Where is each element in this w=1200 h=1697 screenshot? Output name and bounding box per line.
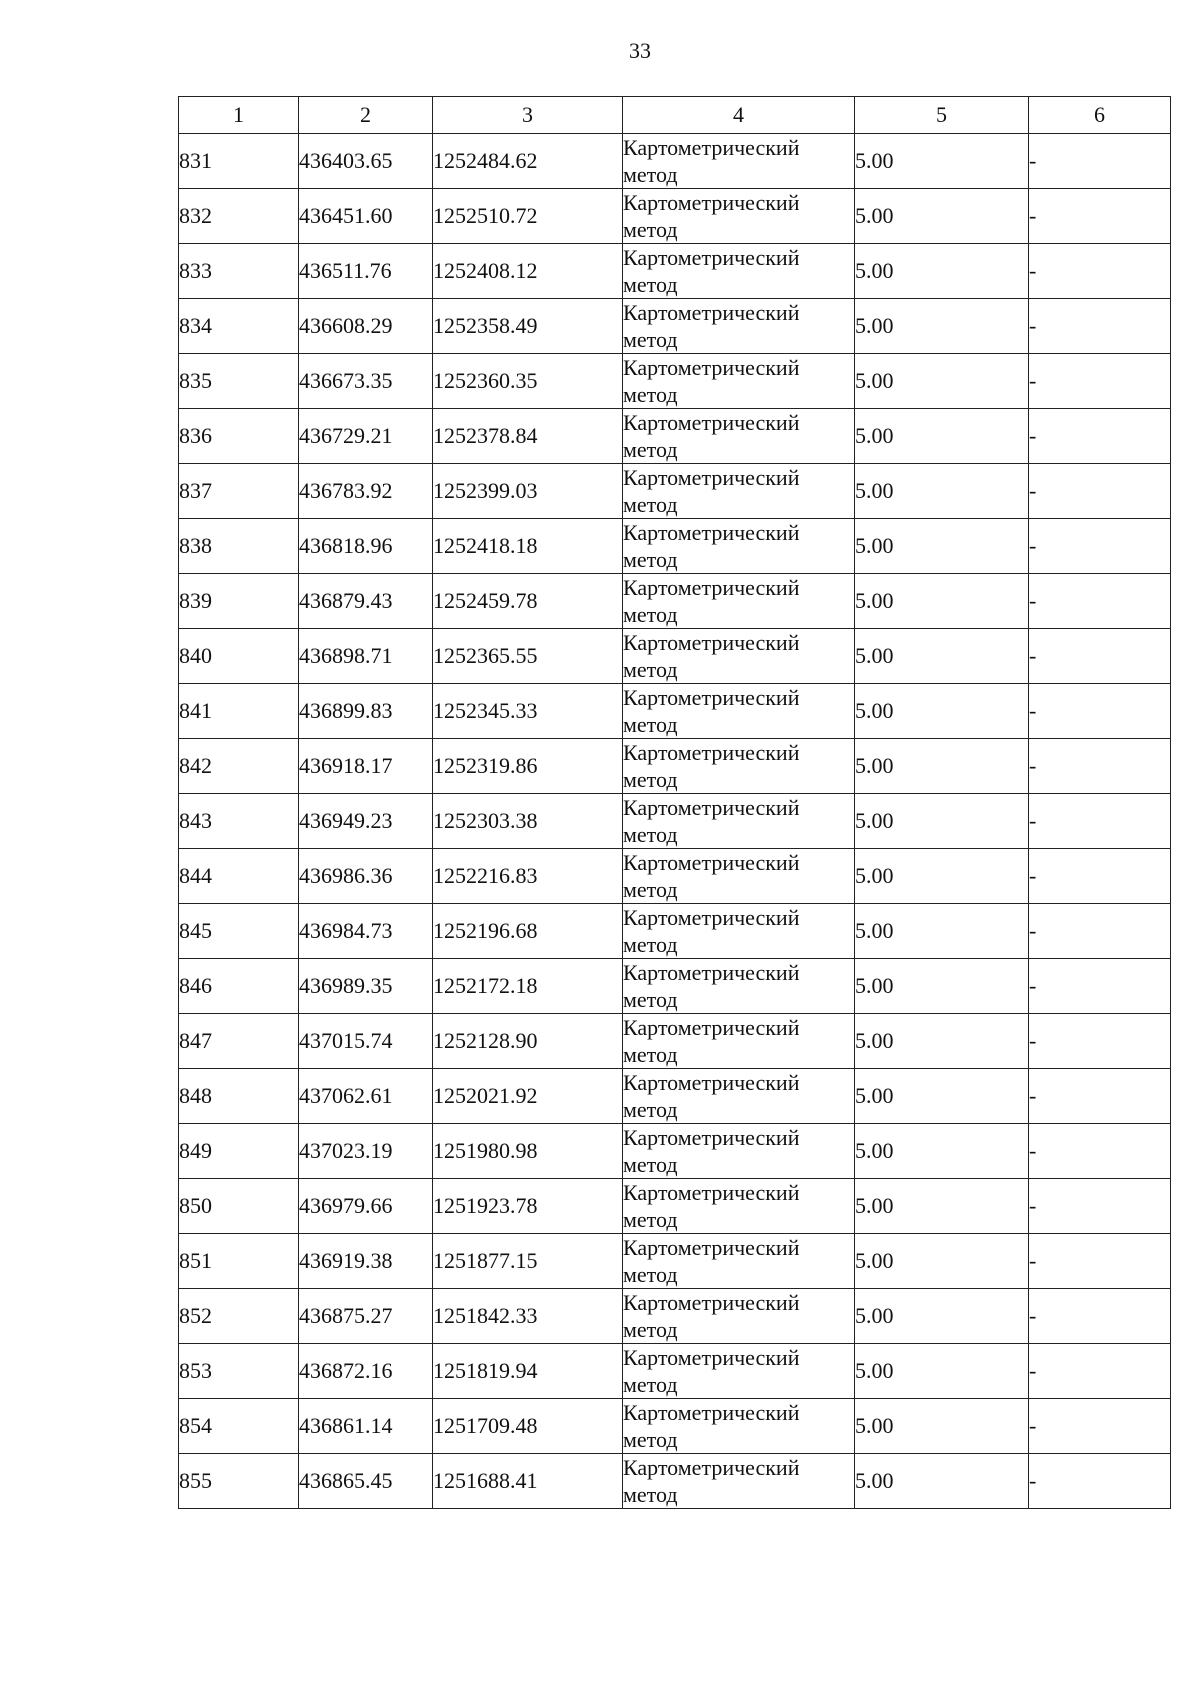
table-row — [179, 519, 1171, 574]
x-coordinate-cell: 436403.65 — [299, 134, 433, 189]
note-cell: - — [1029, 849, 1171, 904]
method-line-1: Картометрический — [623, 410, 800, 435]
x-coordinate-cell: 436729.21 — [299, 409, 433, 464]
method-line-2: метод — [623, 1372, 678, 1397]
note-cell: - — [1029, 244, 1171, 299]
table-row — [179, 134, 1171, 189]
table-row — [179, 244, 1171, 299]
y-coordinate-cell: 1251709.48 — [433, 1399, 623, 1454]
method-line-2: метод — [623, 492, 678, 517]
method-line-1: Картометрический — [623, 630, 800, 655]
accuracy-cell: 5.00 — [855, 794, 1029, 849]
method-line-2: метод — [623, 437, 678, 462]
method-cell — [623, 849, 855, 904]
point-number-cell: 854 — [179, 1399, 299, 1454]
method-line-1: Картометрический — [623, 135, 800, 160]
method-cell — [623, 464, 855, 519]
x-coordinate-cell: 436875.27 — [299, 1289, 433, 1344]
x-coordinate-cell: 436989.35 — [299, 959, 433, 1014]
table-row — [179, 299, 1171, 354]
method-cell — [623, 1399, 855, 1454]
y-coordinate-cell: 1251819.94 — [433, 1344, 623, 1399]
method-cell — [623, 629, 855, 684]
point-number-cell: 849 — [179, 1124, 299, 1179]
accuracy-cell: 5.00 — [855, 1344, 1029, 1399]
y-coordinate-cell: 1252196.68 — [433, 904, 623, 959]
point-number-cell: 831 — [179, 134, 299, 189]
x-coordinate-cell: 436872.16 — [299, 1344, 433, 1399]
table-row — [179, 904, 1171, 959]
method-line-1: Картометрический — [623, 1235, 800, 1260]
y-coordinate-cell: 1252128.90 — [433, 1014, 623, 1069]
method-line-1: Картометрический — [623, 520, 800, 545]
note-cell: - — [1029, 1344, 1171, 1399]
table-row — [179, 1454, 1171, 1509]
accuracy-cell: 5.00 — [855, 1014, 1029, 1069]
point-number-cell: 853 — [179, 1344, 299, 1399]
x-coordinate-cell: 436899.83 — [299, 684, 433, 739]
method-line-2: метод — [623, 932, 678, 957]
note-cell: - — [1029, 904, 1171, 959]
x-coordinate-cell: 436818.96 — [299, 519, 433, 574]
y-coordinate-cell: 1252303.38 — [433, 794, 623, 849]
x-coordinate-cell: 436511.76 — [299, 244, 433, 299]
point-number-cell: 832 — [179, 189, 299, 244]
page-number: 33 — [629, 38, 651, 63]
x-coordinate-cell: 437015.74 — [299, 1014, 433, 1069]
method-cell — [623, 299, 855, 354]
y-coordinate-cell: 1251877.15 — [433, 1234, 623, 1289]
accuracy-cell: 5.00 — [855, 1399, 1029, 1454]
point-number-cell: 845 — [179, 904, 299, 959]
note-cell: - — [1029, 134, 1171, 189]
method-cell — [623, 1454, 855, 1509]
accuracy-cell: 5.00 — [855, 1454, 1029, 1509]
accuracy-cell: 5.00 — [855, 1179, 1029, 1234]
point-number-cell: 842 — [179, 739, 299, 794]
header-row — [179, 97, 1171, 134]
note-cell: - — [1029, 409, 1171, 464]
y-coordinate-cell: 1252484.62 — [433, 134, 623, 189]
x-coordinate-cell: 436861.14 — [299, 1399, 433, 1454]
x-coordinate-cell: 436918.17 — [299, 739, 433, 794]
table-row — [179, 1014, 1171, 1069]
method-line-2: метод — [623, 987, 678, 1012]
method-cell — [623, 134, 855, 189]
accuracy-cell: 5.00 — [855, 739, 1029, 794]
y-coordinate-cell: 1252319.86 — [433, 739, 623, 794]
method-line-2: метод — [623, 162, 678, 187]
note-cell: - — [1029, 189, 1171, 244]
table-row — [179, 1344, 1171, 1399]
y-coordinate-cell: 1252360.35 — [433, 354, 623, 409]
point-number-cell: 835 — [179, 354, 299, 409]
x-coordinate-cell: 437023.19 — [299, 1124, 433, 1179]
accuracy-cell: 5.00 — [855, 189, 1029, 244]
table-row — [179, 1289, 1171, 1344]
accuracy-cell: 5.00 — [855, 1234, 1029, 1289]
table-row — [179, 354, 1171, 409]
y-coordinate-cell: 1252358.49 — [433, 299, 623, 354]
point-number-cell: 843 — [179, 794, 299, 849]
point-number-cell: 844 — [179, 849, 299, 904]
y-coordinate-cell: 1252345.33 — [433, 684, 623, 739]
y-coordinate-cell: 1252459.78 — [433, 574, 623, 629]
y-coordinate-cell: 1252378.84 — [433, 409, 623, 464]
note-cell: - — [1029, 519, 1171, 574]
method-line-1: Картометрический — [623, 795, 800, 820]
accuracy-cell: 5.00 — [855, 1069, 1029, 1124]
x-coordinate-cell: 436865.45 — [299, 1454, 433, 1509]
point-number-cell: 851 — [179, 1234, 299, 1289]
method-line-2: метод — [623, 217, 678, 242]
column-header: 3 — [433, 97, 623, 134]
accuracy-cell: 5.00 — [855, 1124, 1029, 1179]
note-cell: - — [1029, 959, 1171, 1014]
method-cell — [623, 1344, 855, 1399]
table-row — [179, 629, 1171, 684]
accuracy-cell: 5.00 — [855, 904, 1029, 959]
table-row — [179, 739, 1171, 794]
note-cell: - — [1029, 574, 1171, 629]
y-coordinate-cell: 1251688.41 — [433, 1454, 623, 1509]
y-coordinate-cell: 1252172.18 — [433, 959, 623, 1014]
point-number-cell: 836 — [179, 409, 299, 464]
x-coordinate-cell: 436984.73 — [299, 904, 433, 959]
accuracy-cell: 5.00 — [855, 134, 1029, 189]
note-cell: - — [1029, 1014, 1171, 1069]
method-line-1: Картометрический — [623, 190, 800, 215]
method-cell — [623, 574, 855, 629]
table-row — [179, 1399, 1171, 1454]
x-coordinate-cell: 436949.23 — [299, 794, 433, 849]
x-coordinate-cell: 436979.66 — [299, 1179, 433, 1234]
x-coordinate-cell: 436919.38 — [299, 1234, 433, 1289]
column-header: 6 — [1029, 97, 1171, 134]
y-coordinate-cell: 1252365.55 — [433, 629, 623, 684]
x-coordinate-cell: 436783.92 — [299, 464, 433, 519]
method-line-2: метод — [623, 1262, 678, 1287]
x-coordinate-cell: 436986.36 — [299, 849, 433, 904]
y-coordinate-cell: 1252418.18 — [433, 519, 623, 574]
method-line-1: Картометрический — [623, 1290, 800, 1315]
x-coordinate-cell: 436673.35 — [299, 354, 433, 409]
x-coordinate-cell: 436898.71 — [299, 629, 433, 684]
method-line-2: метод — [623, 1207, 678, 1232]
method-cell — [623, 519, 855, 574]
column-header: 1 — [179, 97, 299, 134]
note-cell: - — [1029, 794, 1171, 849]
y-coordinate-cell: 1251842.33 — [433, 1289, 623, 1344]
point-number-cell: 838 — [179, 519, 299, 574]
method-cell — [623, 1234, 855, 1289]
point-number-cell: 833 — [179, 244, 299, 299]
method-line-1: Картометрический — [623, 960, 800, 985]
method-line-2: метод — [623, 1482, 678, 1507]
method-line-2: метод — [623, 822, 678, 847]
method-cell — [623, 189, 855, 244]
column-header: 2 — [299, 97, 433, 134]
method-line-2: метод — [623, 272, 678, 297]
note-cell: - — [1029, 739, 1171, 794]
table-row — [179, 849, 1171, 904]
method-cell — [623, 1289, 855, 1344]
y-coordinate-cell: 1251980.98 — [433, 1124, 623, 1179]
method-line-2: метод — [623, 1317, 678, 1342]
y-coordinate-cell: 1252408.12 — [433, 244, 623, 299]
method-line-2: метод — [623, 547, 678, 572]
method-cell — [623, 794, 855, 849]
x-coordinate-cell: 437062.61 — [299, 1069, 433, 1124]
method-line-2: метод — [623, 327, 678, 352]
method-line-1: Картометрический — [623, 850, 800, 875]
point-number-cell: 839 — [179, 574, 299, 629]
x-coordinate-cell: 436879.43 — [299, 574, 433, 629]
method-line-1: Картометрический — [623, 740, 800, 765]
table-row — [179, 574, 1171, 629]
method-cell — [623, 244, 855, 299]
point-number-cell: 837 — [179, 464, 299, 519]
method-line-1: Картометрический — [623, 1180, 800, 1205]
method-line-1: Картометрический — [623, 245, 800, 270]
table-row — [179, 684, 1171, 739]
table-row — [179, 409, 1171, 464]
y-coordinate-cell: 1251923.78 — [433, 1179, 623, 1234]
method-line-2: метод — [623, 382, 678, 407]
column-header: 5 — [855, 97, 1029, 134]
note-cell: - — [1029, 1454, 1171, 1509]
method-line-1: Картометрический — [623, 905, 800, 930]
method-line-1: Картометрический — [623, 1125, 800, 1150]
table-row — [179, 1234, 1171, 1289]
table-row — [179, 794, 1171, 849]
accuracy-cell: 5.00 — [855, 299, 1029, 354]
y-coordinate-cell: 1252021.92 — [433, 1069, 623, 1124]
table-header — [179, 97, 1171, 134]
table-row — [179, 1179, 1171, 1234]
note-cell: - — [1029, 1289, 1171, 1344]
accuracy-cell: 5.00 — [855, 519, 1029, 574]
accuracy-cell: 5.00 — [855, 684, 1029, 739]
method-cell — [623, 1179, 855, 1234]
y-coordinate-cell: 1252216.83 — [433, 849, 623, 904]
point-number-cell: 847 — [179, 1014, 299, 1069]
coordinates-table — [178, 96, 1171, 1509]
method-line-1: Картометрический — [623, 1345, 800, 1370]
table-row — [179, 1069, 1171, 1124]
accuracy-cell: 5.00 — [855, 1289, 1029, 1344]
method-cell — [623, 904, 855, 959]
point-number-cell: 850 — [179, 1179, 299, 1234]
point-number-cell: 855 — [179, 1454, 299, 1509]
note-cell: - — [1029, 1234, 1171, 1289]
method-line-2: метод — [623, 602, 678, 627]
point-number-cell: 841 — [179, 684, 299, 739]
method-line-1: Картометрический — [623, 1455, 800, 1480]
table-body — [179, 134, 1171, 1509]
method-line-2: метод — [623, 1427, 678, 1452]
accuracy-cell: 5.00 — [855, 849, 1029, 904]
table-row — [179, 464, 1171, 519]
method-line-2: метод — [623, 1152, 678, 1177]
method-line-1: Картометрический — [623, 300, 800, 325]
method-cell — [623, 684, 855, 739]
method-line-1: Картометрический — [623, 685, 800, 710]
accuracy-cell: 5.00 — [855, 354, 1029, 409]
method-line-2: метод — [623, 712, 678, 737]
note-cell: - — [1029, 1069, 1171, 1124]
method-cell — [623, 1069, 855, 1124]
point-number-cell: 846 — [179, 959, 299, 1014]
note-cell: - — [1029, 299, 1171, 354]
accuracy-cell: 5.00 — [855, 574, 1029, 629]
note-cell: - — [1029, 464, 1171, 519]
accuracy-cell: 5.00 — [855, 244, 1029, 299]
y-coordinate-cell: 1252399.03 — [433, 464, 623, 519]
method-line-1: Картометрический — [623, 355, 800, 380]
note-cell: - — [1029, 629, 1171, 684]
method-line-1: Картометрический — [623, 1015, 800, 1040]
method-line-2: метод — [623, 767, 678, 792]
accuracy-cell: 5.00 — [855, 409, 1029, 464]
method-cell — [623, 739, 855, 794]
x-coordinate-cell: 436451.60 — [299, 189, 433, 244]
point-number-cell: 840 — [179, 629, 299, 684]
point-number-cell: 848 — [179, 1069, 299, 1124]
note-cell: - — [1029, 684, 1171, 739]
table-row — [179, 1124, 1171, 1179]
point-number-cell: 852 — [179, 1289, 299, 1344]
table-row — [179, 189, 1171, 244]
method-line-2: метод — [623, 657, 678, 682]
accuracy-cell: 5.00 — [855, 464, 1029, 519]
method-line-1: Картометрический — [623, 465, 800, 490]
note-cell: - — [1029, 354, 1171, 409]
method-line-2: метод — [623, 877, 678, 902]
note-cell: - — [1029, 1399, 1171, 1454]
method-line-1: Картометрический — [623, 1400, 800, 1425]
method-line-1: Картометрический — [623, 575, 800, 600]
method-line-2: метод — [623, 1042, 678, 1067]
method-cell — [623, 409, 855, 464]
note-cell: - — [1029, 1179, 1171, 1234]
method-line-2: метод — [623, 1097, 678, 1122]
column-header: 4 — [623, 97, 855, 134]
method-cell — [623, 1124, 855, 1179]
method-line-1: Картометрический — [623, 1070, 800, 1095]
accuracy-cell: 5.00 — [855, 959, 1029, 1014]
point-number-cell: 834 — [179, 299, 299, 354]
method-cell — [623, 1014, 855, 1069]
x-coordinate-cell: 436608.29 — [299, 299, 433, 354]
note-cell: - — [1029, 1124, 1171, 1179]
y-coordinate-cell: 1252510.72 — [433, 189, 623, 244]
method-cell — [623, 354, 855, 409]
method-cell — [623, 959, 855, 1014]
table-row — [179, 959, 1171, 1014]
accuracy-cell: 5.00 — [855, 629, 1029, 684]
